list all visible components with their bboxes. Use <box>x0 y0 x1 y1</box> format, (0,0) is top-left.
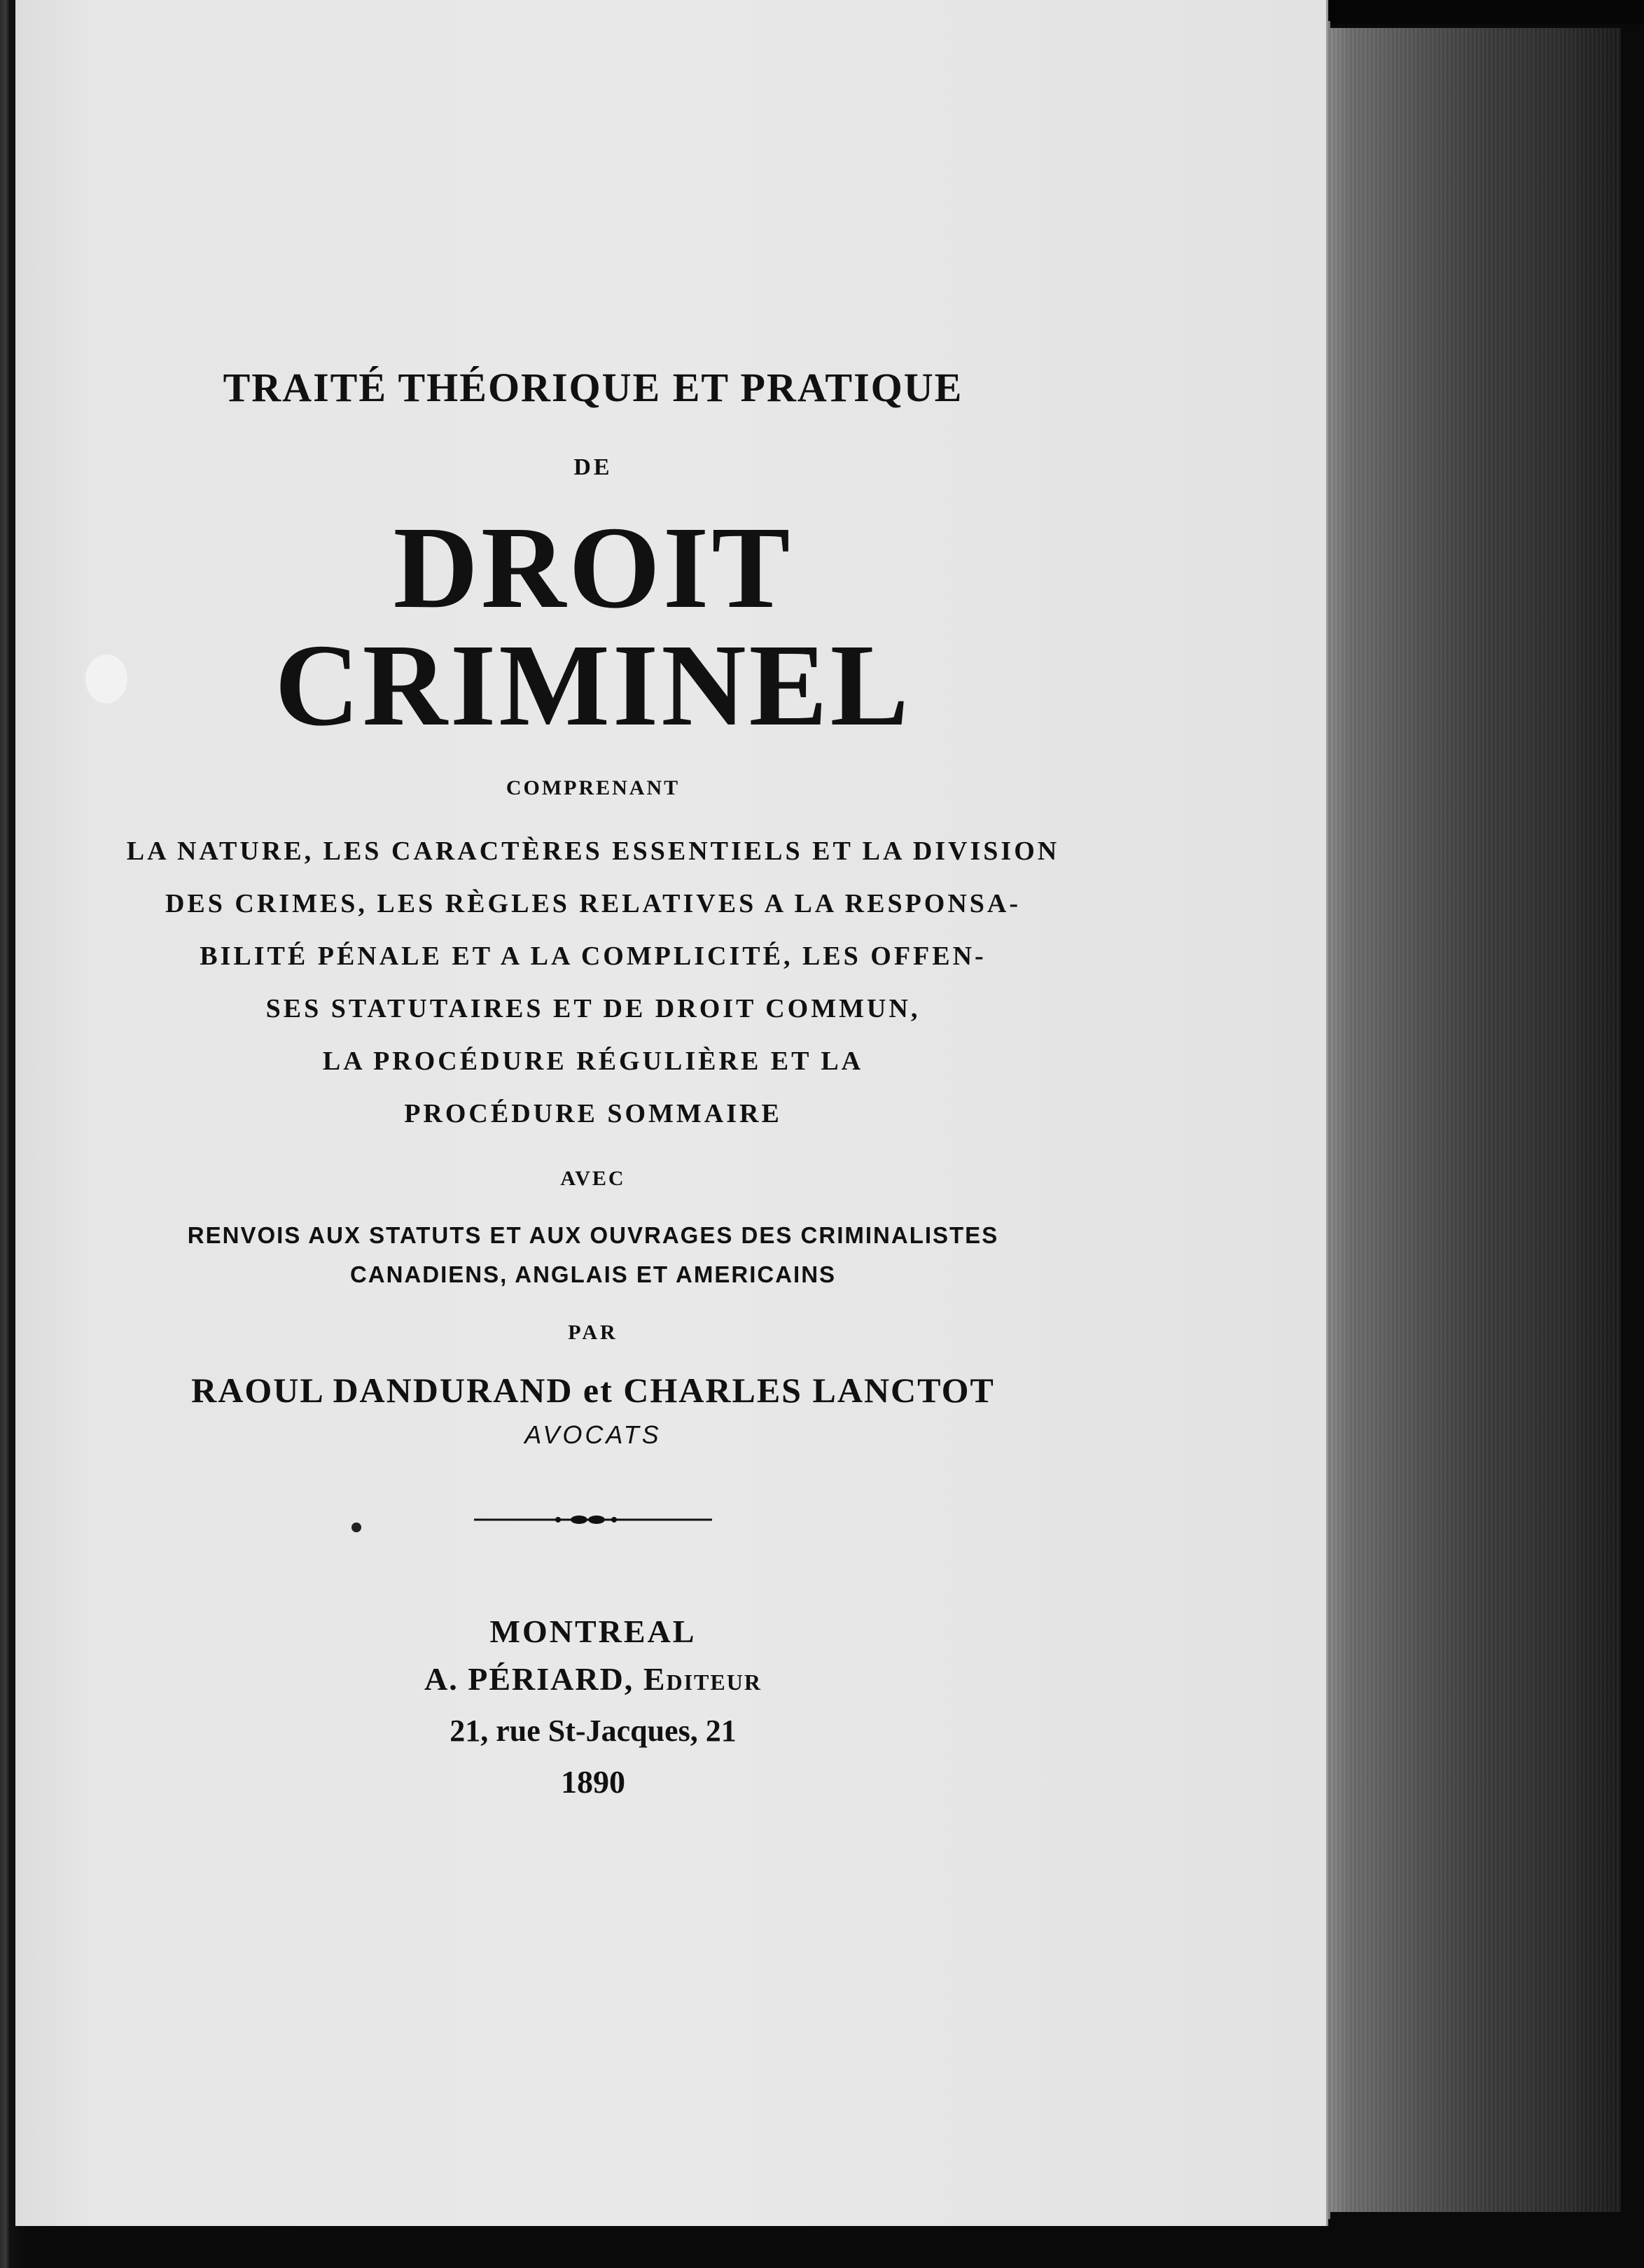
title-line-de: DE <box>573 454 613 480</box>
description-line: LA NATURE, LES CARACTÈRES ESSENTIELS ET LA DIVISION <box>126 836 1060 866</box>
description-block <box>85 825 1101 1140</box>
comprenant-label: COMPRENANT <box>506 776 681 799</box>
publisher-block <box>85 1611 1101 1808</box>
description-line: SES STATUTAIRES ET DE DROIT COMMUN, <box>265 994 921 1023</box>
authors: RAOUL DANDURAND et CHARLES LANCTOT <box>191 1371 995 1410</box>
title-block <box>85 364 1101 1808</box>
publisher-role: Editeur <box>643 1661 762 1697</box>
title-page <box>15 0 1328 2226</box>
avec-label: AVEC <box>560 1167 626 1190</box>
main-title: DROIT CRIMINEL <box>274 503 912 750</box>
renvois-line: CANADIENS, ANGLAIS ET AMERICAINS <box>349 1261 837 1287</box>
description-line: LA PROCÉDURE RÉGULIÈRE ET LA <box>322 1046 864 1076</box>
profession: AVOCATS <box>524 1420 662 1449</box>
book-spine <box>1327 28 1621 2212</box>
publisher-city: MONTREAL <box>489 1614 697 1649</box>
renvois-block <box>85 1216 1101 1294</box>
description-line: BILITÉ PÉNALE ET A LA COMPLICITÉ, LES OFFEN- <box>200 941 987 971</box>
description-line: DES CRIMES, LES RÈGLES RELATIVES A LA RESPONSA- <box>165 889 1022 918</box>
title-line-1: TRAITÉ THÉORIQUE ET PRATIQUE <box>223 365 963 410</box>
publisher-address: 21, rue St-Jacques, 21 <box>450 1714 737 1748</box>
ornament-divider <box>474 1513 712 1527</box>
publication-year: 1890 <box>561 1764 625 1800</box>
publisher-editor-line <box>85 1653 1101 1706</box>
renvois-line: RENVOIS AUX STATUTS ET AUX OUVRAGES DES CRIMINALISTES <box>187 1222 999 1248</box>
par-label: PAR <box>568 1321 618 1344</box>
publisher-name: A. PÉRIARD, <box>424 1661 634 1697</box>
description-line: PROCÉDURE SOMMAIRE <box>404 1099 782 1128</box>
